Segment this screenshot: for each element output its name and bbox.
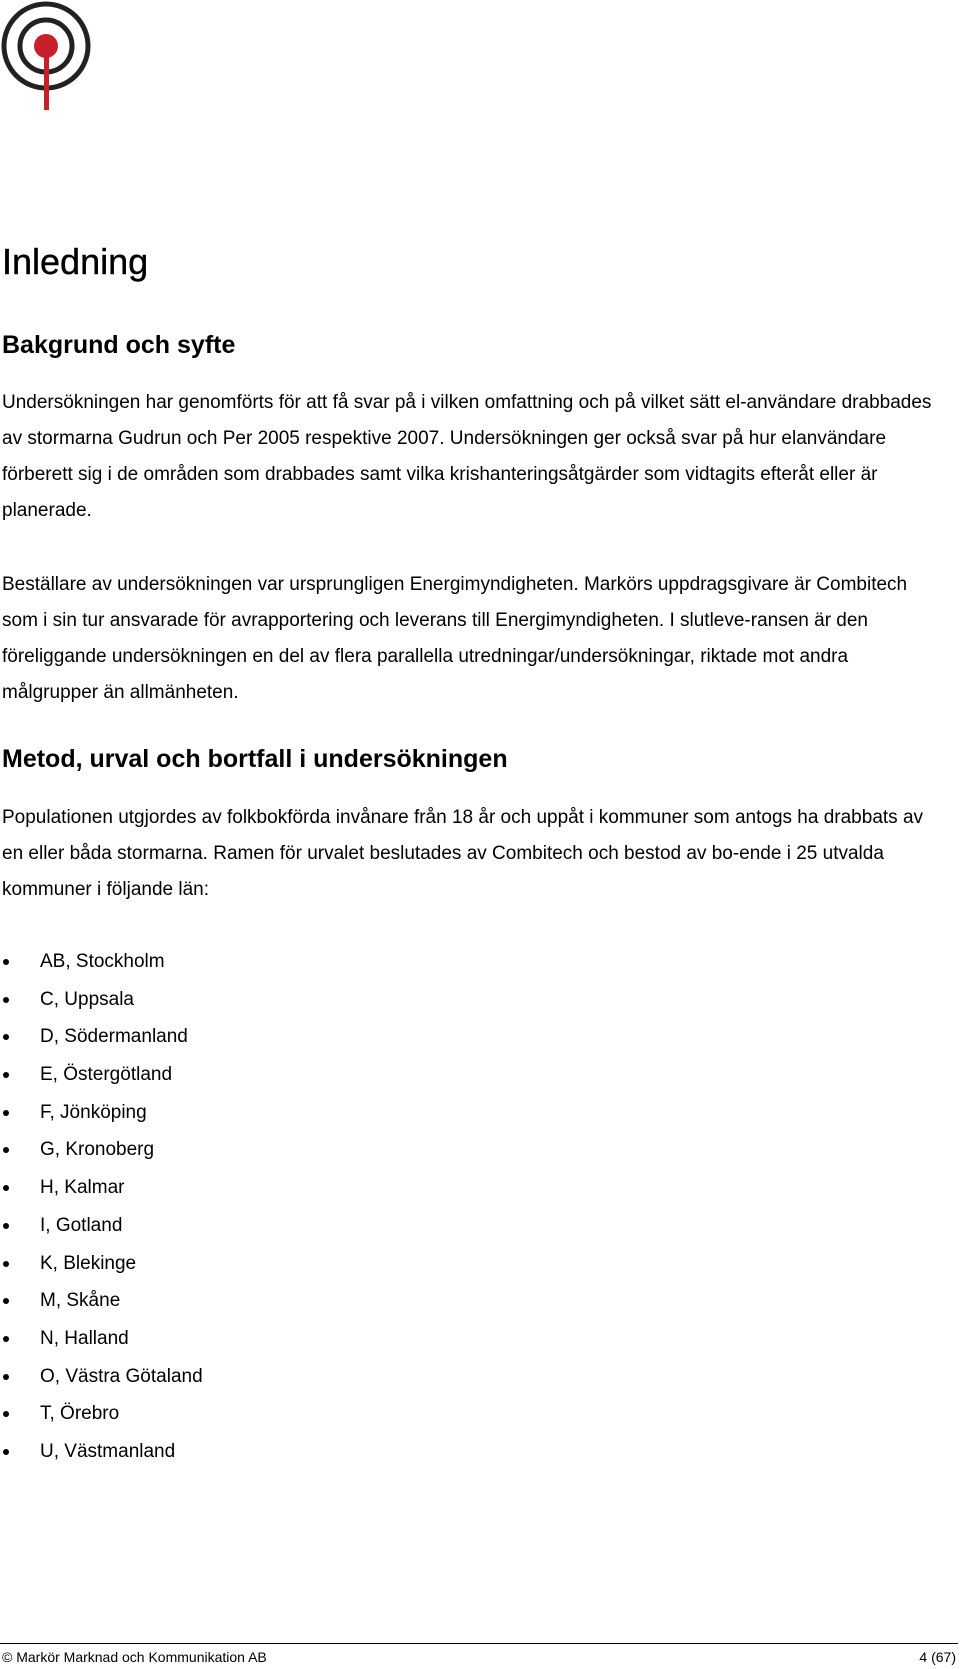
- list-item: G, Kronoberg: [0, 1131, 203, 1169]
- list-item: M, Skåne: [0, 1282, 203, 1320]
- list-item: C, Uppsala: [0, 981, 203, 1019]
- bullet-icon: [3, 1261, 9, 1267]
- lan-list: [0, 943, 203, 1471]
- list-item: T, Örebro: [0, 1395, 203, 1433]
- section-heading-bakgrund: Bakgrund och syfte: [2, 331, 236, 359]
- page-number: 4 (67): [919, 1649, 956, 1665]
- bullet-icon: [3, 1223, 9, 1229]
- bullet-icon: [3, 1147, 9, 1153]
- list-item: U, Västmanland: [0, 1433, 203, 1471]
- bullet-icon: [3, 1374, 9, 1380]
- footer-copyright: © Markör Marknad och Kommunikation AB: [2, 1649, 267, 1665]
- section-heading-metod: Metod, urval och bortfall i undersökningen: [2, 745, 508, 773]
- footer-divider: [0, 1643, 958, 1644]
- paragraph-bakgrund-2: Beställare av undersökningen var ursprungligen Energimyndigheten. Markörs uppdragsgivare är Combitech som i sin tur ansvarade för avrapportering och leverans till Energimyndigheten. I slutleve-ransen är den föreliggande undersökningen en del av flera parallella utredningar/undersökningar, riktade mot andra målgrupper än allmänheten.: [2, 574, 908, 703]
- bullet-icon: [3, 1298, 9, 1304]
- bullet-icon: [3, 1336, 9, 1342]
- list-item: H, Kalmar: [0, 1169, 203, 1207]
- bullet-icon: [3, 997, 9, 1003]
- bullet-icon: [3, 959, 9, 965]
- bullet-icon: [3, 1411, 9, 1417]
- list-item: D, Södermanland: [0, 1018, 203, 1056]
- list-item: K, Blekinge: [0, 1245, 203, 1283]
- bullet-icon: [3, 1185, 9, 1191]
- target-pin-icon: [0, 0, 96, 112]
- list-item: F, Jönköping: [0, 1094, 203, 1132]
- bullet-icon: [3, 1072, 9, 1078]
- list-item: I, Gotland: [0, 1207, 203, 1245]
- list-item: AB, Stockholm: [0, 943, 203, 981]
- bullet-icon: [3, 1110, 9, 1116]
- page-title: Inledning: [2, 241, 149, 282]
- bullet-icon: [3, 1034, 9, 1040]
- paragraph-metod-1: Populationen utgjordes av folkbokförda invånare från 18 år och uppåt i kommuner som antogs ha drabbats av en eller båda stormarna. Ramen för urvalet beslutades av Combitech och bestod av bo-ende i 25 utvalda kommuner i följande län:: [2, 807, 924, 900]
- list-item: E, Östergötland: [0, 1056, 203, 1094]
- bullet-icon: [3, 1449, 9, 1455]
- list-item: O, Västra Götaland: [0, 1358, 203, 1396]
- paragraph-bakgrund-1: Undersökningen har genomförts för att få svar på i vilken omfattning och på vilket sätt el-användare drabbades av stormarna Gudrun och Per 2005 respektive 2007. Undersökningen ger också svar på hur elanvändare förberett sig i de områden som drabbades samt vilka krishanteringsåtgärder som vidtagits efteråt eller är planerade.: [2, 392, 932, 521]
- list-item: N, Halland: [0, 1320, 203, 1358]
